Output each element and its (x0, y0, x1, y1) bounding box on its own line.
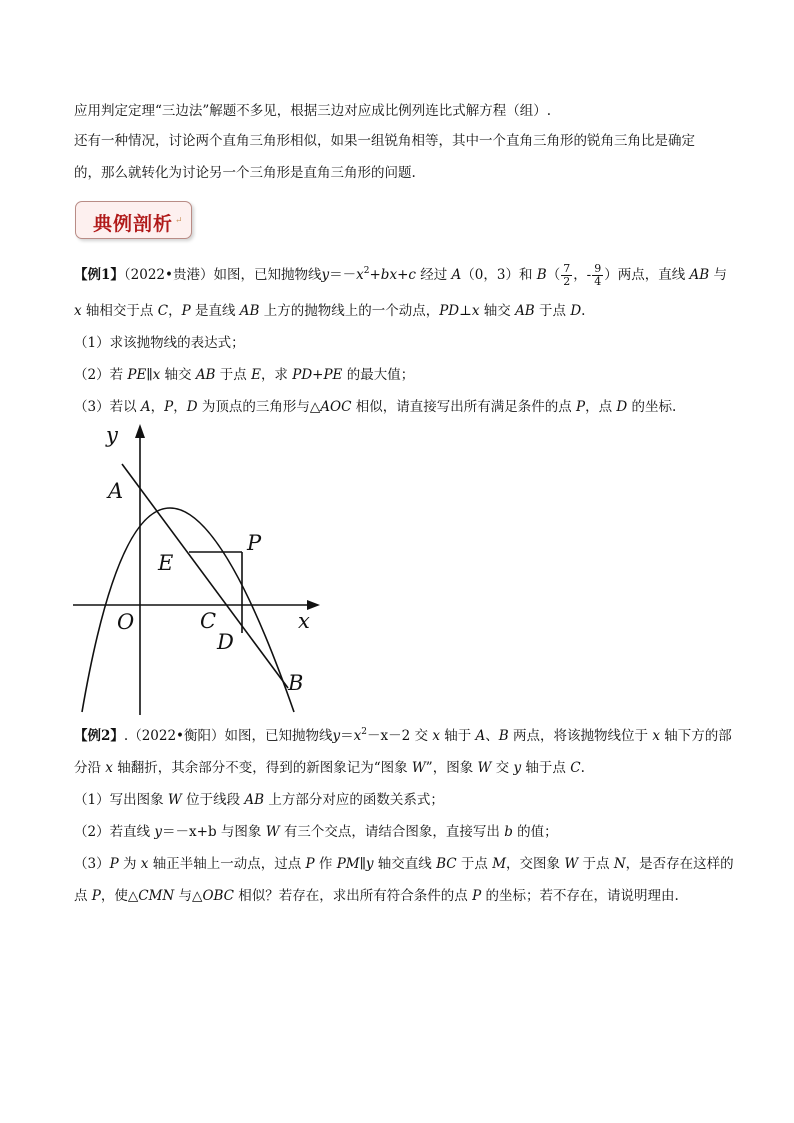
text: 于点 (578, 856, 614, 872)
eq-op: + (397, 267, 409, 283)
example2-question-2 (74, 822, 558, 842)
text: 的最大值； (342, 367, 415, 383)
expression: ＝－x+b (162, 824, 217, 840)
text: 轴正半轴上一动点，过点 (148, 856, 306, 872)
text: 、 (485, 728, 499, 744)
point-label: E (251, 367, 261, 383)
example1-question-2 (74, 365, 414, 385)
text: ，- (573, 267, 592, 283)
line-label: AB (689, 267, 710, 283)
fraction-denominator: 2 (563, 275, 571, 288)
point-label: P (472, 888, 482, 904)
eq-sup: 2 (361, 727, 368, 737)
label-y: y (106, 423, 118, 447)
example2-source: .（2022•衡阳）如图，已知抛物线 (123, 728, 333, 744)
var: x (140, 856, 149, 872)
parabola-figure (70, 420, 330, 720)
point-label: M (492, 856, 507, 872)
graph-label: W (265, 824, 280, 840)
text: ，求 (260, 367, 293, 383)
text: 与△ (174, 888, 203, 904)
text: 轴相交于点 (81, 303, 158, 319)
var: y (154, 824, 163, 840)
text: ，是否存在这样的 (625, 856, 734, 872)
example1-line-2 (74, 301, 585, 321)
eq-sup: 2 (363, 266, 370, 276)
example1-tag: 【例1】 (74, 267, 124, 283)
example2-line-1 (74, 726, 732, 746)
y-axis-arrow-icon (135, 424, 145, 438)
intro-line-3: 的，那么就转化为讨论另一个三角形是直角三角形的问题. (74, 165, 416, 181)
paragraph-mark-icon: ↵ (175, 216, 183, 226)
var: x (652, 728, 660, 744)
text: 作 (314, 856, 337, 872)
text: ， (173, 399, 187, 415)
text: 点 (74, 888, 92, 904)
label-c: C (200, 609, 217, 633)
line-label: BC (436, 856, 457, 872)
eq-var: x (353, 728, 362, 744)
text: 分沿 (74, 760, 106, 776)
point-label: D (186, 399, 198, 415)
triangle-label: CMN (138, 888, 175, 904)
text: 于点 (534, 303, 571, 319)
example2-question-3-cont (74, 886, 679, 906)
point-label: C (570, 760, 581, 776)
example2-question-3 (74, 854, 734, 874)
text: （0，3）和 (461, 267, 537, 283)
example1-question-1: （1）求该抛物线的表达式； (74, 335, 245, 351)
fraction-numerator: 7 (563, 262, 571, 275)
var: x (105, 760, 113, 776)
text: 交 (491, 760, 514, 776)
point-label: D (570, 303, 582, 319)
var: y (513, 760, 522, 776)
text: 于点 (456, 856, 493, 872)
eq-rest: －x－2 (367, 728, 411, 744)
text: 轴交直线 (373, 856, 437, 872)
point-label: D (616, 399, 628, 415)
example2-question-1 (74, 790, 444, 810)
text: 轴于 (439, 728, 476, 744)
text: 有三个交点，请结合图象，直接写出 (279, 824, 505, 840)
label-e: E (158, 551, 174, 575)
example2-tag: 【例2】 (74, 728, 124, 744)
text: 轴交 (160, 367, 196, 383)
eq-op: + (369, 267, 381, 283)
text: 轴交 (479, 303, 516, 319)
point-label: B (536, 267, 547, 283)
point-label: A (451, 267, 462, 283)
eq-var: y (332, 728, 341, 744)
fraction (592, 263, 603, 288)
text: （ (546, 267, 561, 283)
text: ，使△ (100, 888, 139, 904)
eq-op: ＝－ (329, 267, 357, 283)
line-label: AB (244, 792, 265, 808)
text: （2）若 (74, 367, 128, 383)
fraction-numerator: 9 (594, 262, 602, 275)
example1-line-1 (74, 263, 727, 288)
point-label: P (91, 888, 101, 904)
eq-var: x (356, 267, 364, 283)
text: 交 (410, 728, 433, 744)
point-label: N (613, 856, 626, 872)
text: ”，图象 (425, 760, 478, 776)
text: 是直线 (190, 303, 240, 319)
line-label: AB (195, 367, 216, 383)
var: x (74, 303, 82, 319)
line-label: AB (515, 303, 535, 319)
var: b (504, 824, 513, 840)
text: ⊥ (459, 303, 472, 319)
text: ∥ (146, 367, 153, 383)
line-label: PE (127, 367, 147, 383)
eq-var: y (321, 267, 330, 283)
line-label: AB (239, 303, 260, 319)
text: . (581, 303, 586, 319)
label-a: A (108, 479, 124, 503)
label-x: x (298, 609, 310, 633)
section-badge (75, 201, 192, 239)
text: 两点，将该抛物线位于 (508, 728, 653, 744)
text: 为顶点的三角形与△ (197, 399, 321, 415)
text: ∥ (359, 856, 366, 872)
point-label: P (305, 856, 315, 872)
point-label: C (157, 303, 169, 319)
expression: PD+PE (292, 367, 343, 383)
label-p: P (247, 531, 262, 555)
triangle-label: AOC (320, 399, 352, 415)
var: x (152, 367, 161, 383)
text: 轴于点 (521, 760, 571, 776)
text: ）两点，直线 (604, 267, 690, 283)
text: 的坐标. (627, 399, 677, 415)
text: 相似？若存在，求出所有符合条件的点 (234, 888, 473, 904)
text: （3）若以 (74, 399, 141, 415)
point-label: P (109, 856, 119, 872)
text: 的坐标；若不存在，请说明理由. (481, 888, 679, 904)
text: 轴下方的部 (659, 728, 732, 744)
text: 上方的抛物线上的一个动点， (259, 303, 440, 319)
label-d: D (217, 630, 234, 654)
var: x (471, 303, 480, 319)
text: （3） (74, 856, 110, 872)
eq-var: c (408, 267, 416, 283)
example2-line-2 (74, 758, 585, 778)
text: 的值； (512, 824, 558, 840)
intro-line-2: 还有一种情况，讨论两个直角三角形相似，如果一组锐角相等，其中一个直角三角形的锐角三角比是确定 (74, 133, 695, 149)
text: 与图象 (216, 824, 266, 840)
text: ， (168, 303, 182, 319)
text: 与 (709, 267, 728, 283)
text: ， (150, 399, 165, 415)
line-label: PM (336, 856, 360, 872)
text: 上方部分对应的函数关系式； (264, 792, 444, 808)
eq-op: ＝ (340, 728, 354, 744)
text: 位于线段 (181, 792, 245, 808)
graph-label: W (411, 760, 426, 776)
eq-var: bx (380, 267, 398, 283)
intro-line-1: 应用判定定理“三边法”解题不多见，根据三边对应成比例列连比式解方程（组）. (74, 103, 552, 119)
point-label: P (164, 399, 174, 415)
text: 轴翻折，其余部分不变，得到的新图象记为“图象 (112, 760, 412, 776)
line-label: PD (439, 303, 460, 319)
text: 经过 (415, 267, 452, 283)
parabola-curve (82, 508, 294, 712)
text: . (580, 760, 585, 776)
var: x (432, 728, 440, 744)
text: （1）写出图象 (74, 792, 168, 808)
graph-label: W (564, 856, 579, 872)
triangle-label: OBC (202, 888, 235, 904)
text: 相似，请直接写出所有满足条件的点 (351, 399, 576, 415)
point-label: A (140, 399, 151, 415)
point-label: A (475, 728, 486, 744)
point-label: B (498, 728, 509, 744)
line-ab (122, 464, 288, 688)
text: （2）若直线 (74, 824, 155, 840)
fraction (561, 263, 572, 288)
label-b: B (288, 671, 304, 695)
text: 于点 (215, 367, 252, 383)
example1-source: （2022•贵港）如图，已知抛物线 (123, 267, 322, 283)
graph-label: W (167, 792, 182, 808)
point-label: P (576, 399, 586, 415)
text: 为 (118, 856, 141, 872)
example1-question-3 (74, 397, 676, 417)
text: ，交图象 (506, 856, 565, 872)
var: y (365, 856, 374, 872)
fraction-denominator: 4 (594, 275, 602, 288)
text: ，点 (585, 399, 617, 415)
point-label: P (181, 303, 191, 319)
graph-label: W (477, 760, 492, 776)
label-o: O (117, 610, 135, 634)
section-badge-label: 典例剖析 (93, 213, 174, 235)
